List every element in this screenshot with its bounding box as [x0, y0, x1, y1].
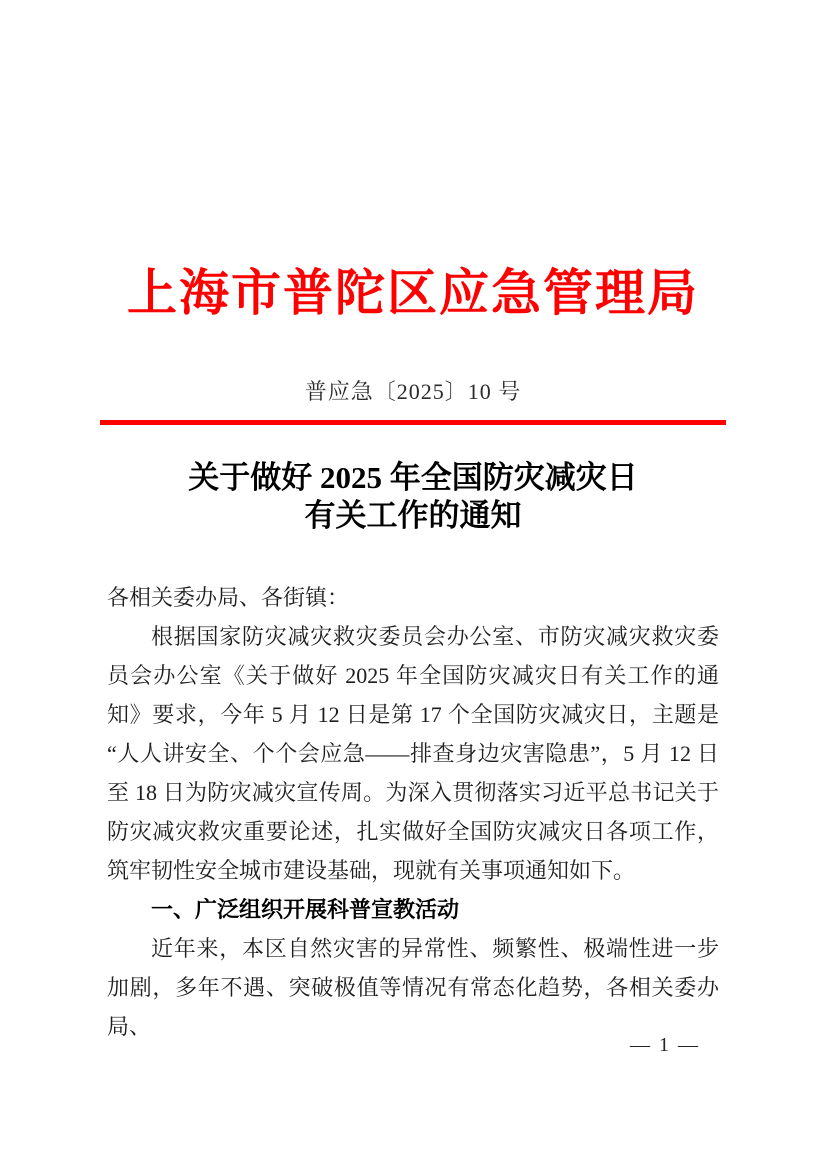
issuing-agency-title: 上海市普陀区应急管理局	[127, 265, 699, 321]
section-1-paragraph: 近年来，本区自然灾害的异常性、频繁性、极端性进一步加剧，多年不遇、突破极值等情况有常态化趋势，各相关委办局、	[107, 936, 719, 1039]
document-number: 普应急〔2025〕10 号	[304, 379, 522, 404]
salutation-line: 各相关委办局、各街镇：	[107, 585, 350, 610]
page-number: — 1 —	[630, 1034, 700, 1056]
document-body	[107, 578, 719, 1046]
document-title-line2: 有关工作的通知	[304, 498, 522, 533]
document-title	[0, 459, 826, 535]
intro-paragraph: 根据国家防灾减灾救灾委员会办公室、市防灾减灾救灾委员会办公室《关于做好 2025 年全国防灾减灾日有关工作的通知》要求，今年 5 月 12 日是第 17 个全国防灾减灾日，主题是“人人讲安全、个个会应急——排查身边灾害隐患”，5 月 12 日至 18 日为防灾减灾宣传周。为深入贯彻落实习近平总书记关于防灾减灾救灾重要论述，扎实做好全国防灾减灾日各项工作，筑牢韧性安全城市建设基础，现就有关事项通知如下。	[107, 624, 719, 883]
document-title-line1: 关于做好 2025 年全国防灾减灾日	[188, 460, 638, 495]
section-1-heading: 一、广泛组织开展科普宣教活动	[151, 897, 460, 922]
red-divider-line	[100, 420, 726, 425]
